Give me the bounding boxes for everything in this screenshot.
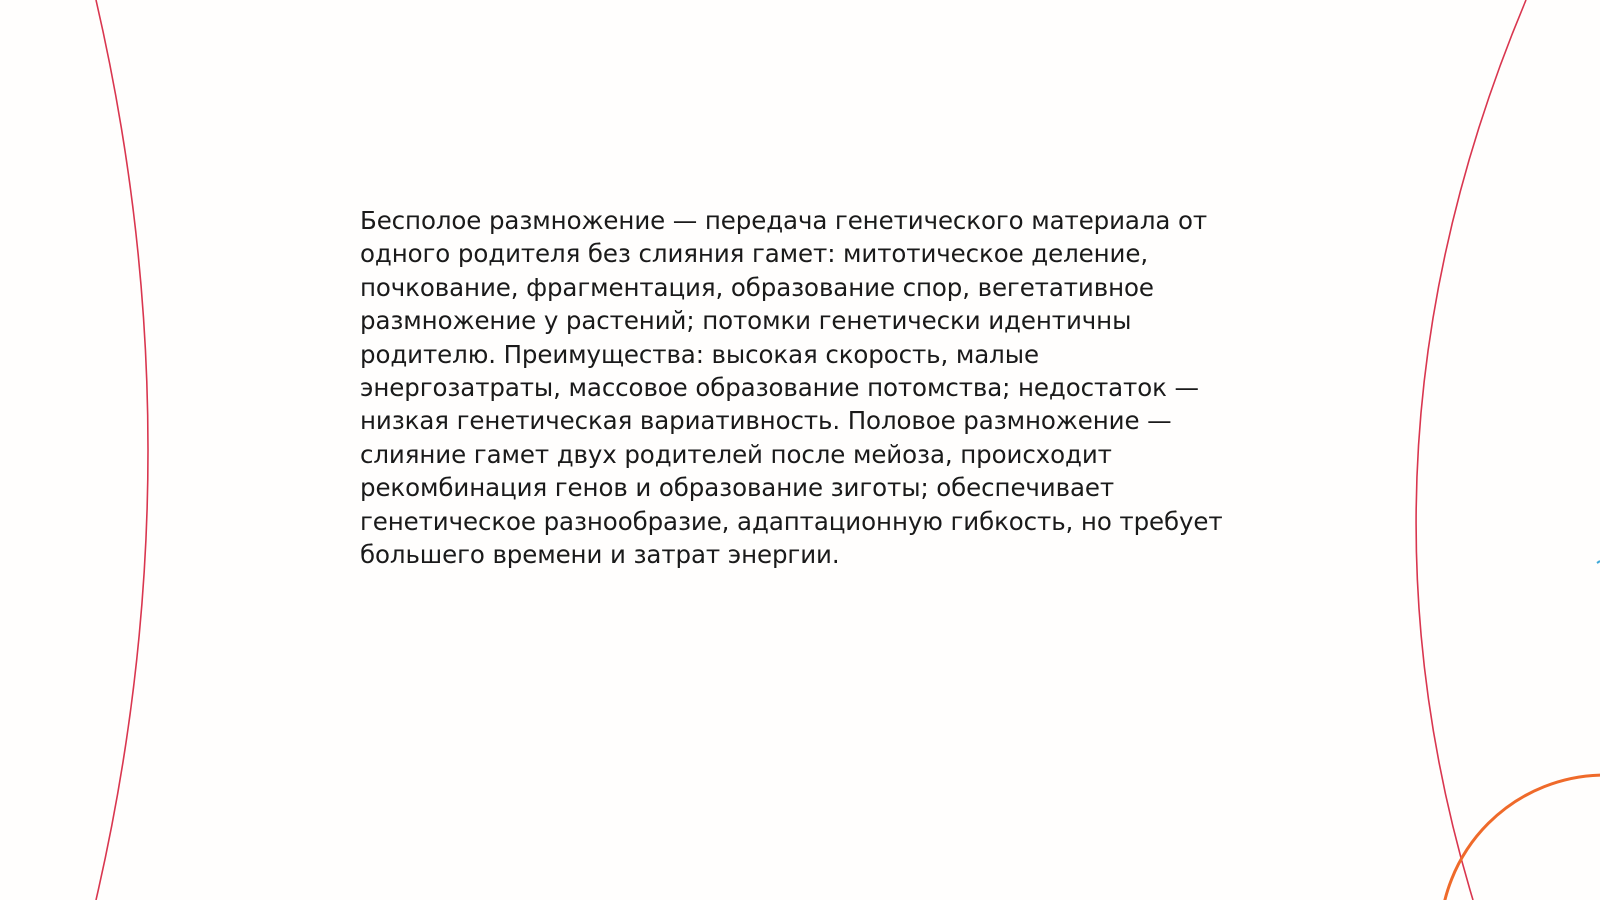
slide-body-text: Бесполое размножение — передача генетического материала от одного родителя без слияния гамет: митотическое деление, почкование, фрагментация, образование спор, вегетативное размножение у растений; потомки генетически идентичны родителю. Преимущества: высокая скорость, малые энергозатраты, массовое образование потомства; недостаток — низкая генетическая вариативность. Половое размножение — слияние гамет двух родителей после мейоза, происходит рекомбинация генов и образование зиготы; обеспечивает генетическое разнообразие, адаптационную гибкость, но требует большего времени и затрат энергии. bbox=[360, 206, 1223, 570]
left-boundary-curve bbox=[96, 0, 148, 900]
right-boundary-curve bbox=[1416, 0, 1526, 900]
orange-circle-arc bbox=[1440, 775, 1600, 900]
